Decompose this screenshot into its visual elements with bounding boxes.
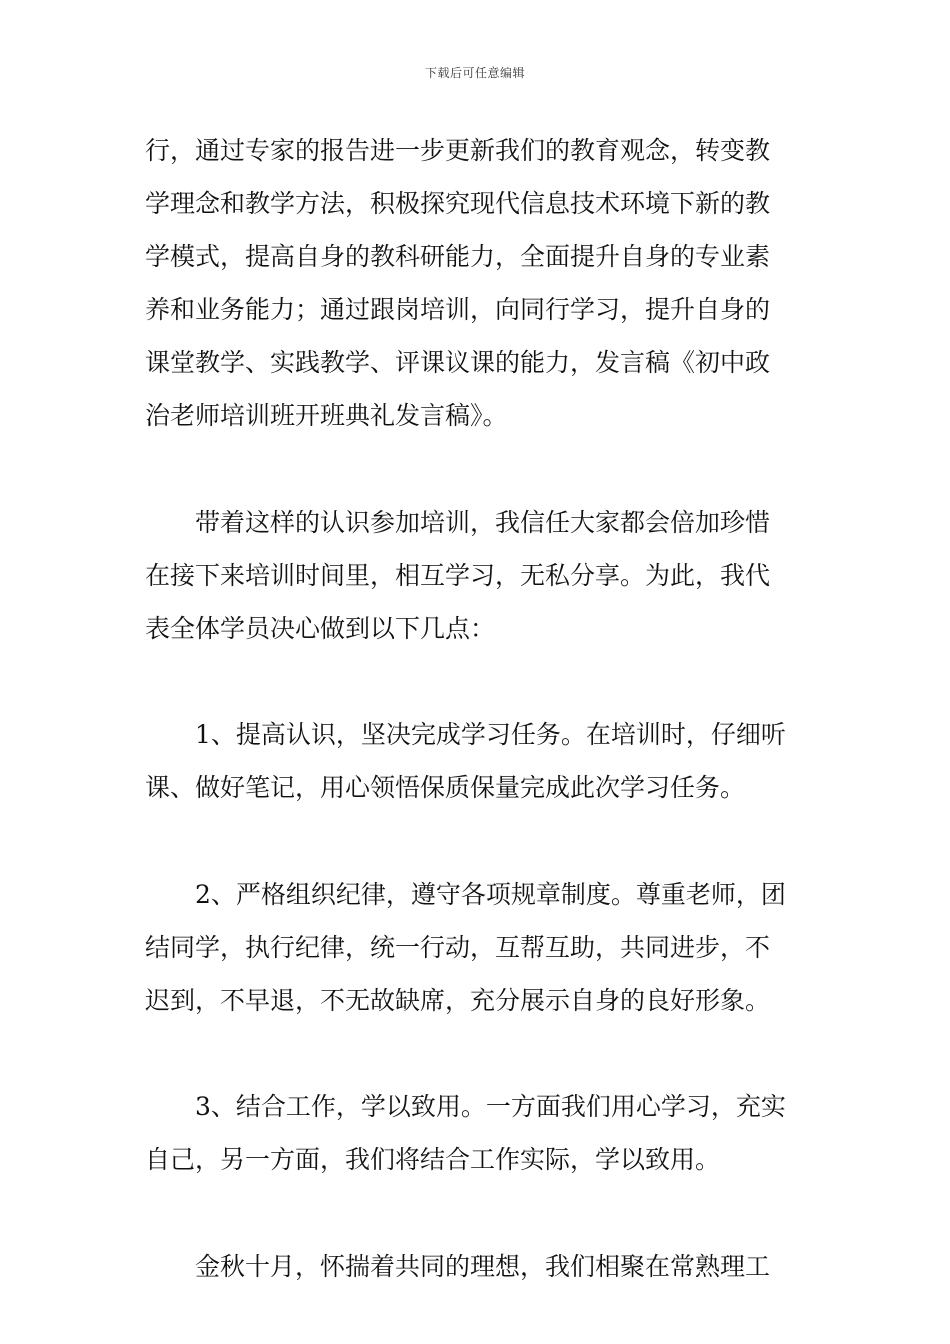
text-line: 1、提高认识，坚决完成学习任务。在培训时，仔细听 bbox=[195, 720, 786, 749]
text-line: 学理念和教学方法，积极探究现代信息技术环境下新的教 bbox=[145, 189, 771, 218]
text-line: 自己，另一方面，我们将结合工作实际，学以致用。 bbox=[145, 1145, 721, 1174]
paragraph-spacer bbox=[145, 1027, 810, 1080]
paragraph-3 bbox=[145, 708, 810, 814]
text-line: 养和业务能力；通过跟岗培训，向同行学习，提升自身的 bbox=[145, 295, 771, 324]
paragraph-4 bbox=[145, 868, 810, 1027]
text-line: 2、严格组织纪律，遵守各项规章制度。尊重老师，团 bbox=[195, 880, 786, 909]
text-line: 迟到，不早退，不无故缺席，充分展示自身的良好形象。 bbox=[145, 986, 771, 1015]
paragraph-spacer bbox=[145, 1186, 810, 1240]
text-line: 金秋十月，怀揣着共同的理想，我们相聚在常熟理工 bbox=[195, 1252, 771, 1281]
document-body bbox=[145, 124, 810, 1293]
paragraph-1 bbox=[145, 124, 810, 442]
text-line: 带着这样的认识参加培训，我信任大家都会倍加珍惜 bbox=[195, 508, 771, 537]
paragraph-spacer bbox=[145, 814, 810, 868]
text-line: 结同学，执行纪律，统一行动，互帮互助，共同进步，不 bbox=[145, 933, 771, 962]
paragraph-spacer bbox=[145, 655, 810, 708]
text-line: 课堂教学、实践教学、评课议课的能力，发言稿《初中政 bbox=[145, 348, 771, 377]
paragraph-spacer bbox=[145, 442, 810, 496]
text-line: 治老师培训班开班典礼发言稿》。 bbox=[145, 401, 508, 430]
paragraph-6 bbox=[145, 1240, 810, 1293]
paragraph-2 bbox=[145, 496, 810, 655]
text-line: 3、结合工作，学以致用。一方面我们用心学习，充实 bbox=[195, 1092, 786, 1121]
paragraph-5 bbox=[145, 1080, 810, 1186]
text-line: 学模式，提高自身的教科研能力，全面提升自身的专业素 bbox=[145, 242, 771, 271]
text-line: 在接下来培训时间里，相互学习，无私分享。为此，我代 bbox=[145, 561, 771, 590]
text-line: 行，通过专家的报告进一步更新我们的教育观念，转变教 bbox=[145, 136, 771, 165]
text-line: 课、做好笔记，用心领悟保质保量完成此次学习任务。 bbox=[145, 773, 746, 802]
page-header: 下载后可任意编辑 bbox=[424, 66, 525, 80]
text-line: 表全体学员决心做到以下几点： bbox=[145, 614, 496, 643]
